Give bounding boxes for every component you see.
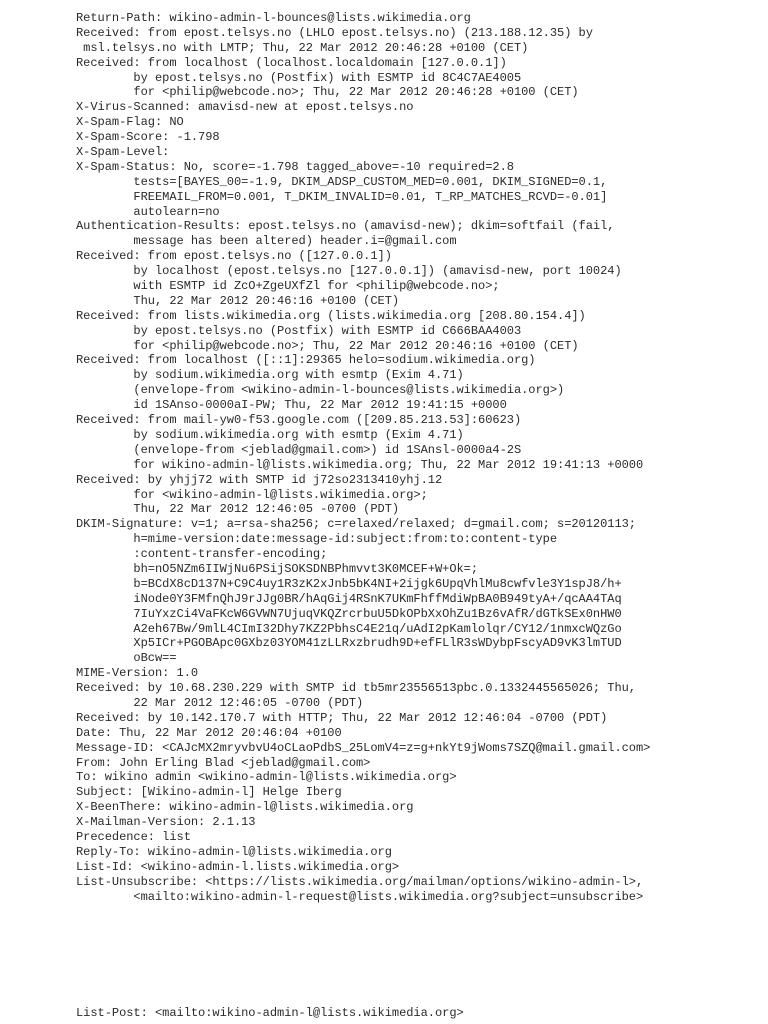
header-line: for wikino-admin-l@lists.wikimedia.org; Thu, 22 Mar 2012 19:41:13 +0000 [76,457,644,472]
header-line: Received: from localhost ([::1]:29365 helo=sodium.wikimedia.org) [76,353,536,368]
email-headers [76,11,766,904]
header-line: Authentication-Results: epost.telsys.no (amavisd-new); dkim=softfail (fail, [76,219,615,234]
header-line: MIME-Version: 1.0 [76,666,199,681]
header-line: for <philip@webcode.no>; Thu, 22 Mar 2012 20:46:16 +0100 (CET) [76,338,579,353]
header-line: X-BeenThere: wikino-admin-l@lists.wikimedia.org [76,800,414,815]
header-line: Precedence: list [76,829,191,844]
header-line: List-Unsubscribe: <https://lists.wikimedia.org/mailman/options/wikino-admin-l>, [76,874,644,889]
header-line: A2eh67Bw/9mlL4CImI32Dhy7KZ2PbhsC4E21q/uAdI2pKamlolqr/CY12/1nmxcWQzGo [76,621,622,636]
header-line: X-Mailman-Version: 2.1.13 [76,815,256,830]
header-line: h=mime-version:date:message-id:subject:from:to:content-type [76,532,558,547]
header-line: bh=nO5NZm6IIWjNu6PSijSOKSDNBPhmvvt3K0MCEF+W+Ok=; [76,561,479,576]
header-line: oBcw== [76,651,177,666]
header-line: (envelope-from <wikino-admin-l-bounces@lists.wikimedia.org>) [76,383,565,398]
header-line: by sodium.wikimedia.org with esmtp (Exim 4.71) [76,427,464,442]
header-line: by sodium.wikimedia.org with esmtp (Exim 4.71) [76,368,464,383]
header-line: X-Virus-Scanned: amavisd-new at epost.telsys.no [76,100,414,115]
header-line: List-Id: <wikino-admin-l.lists.wikimedia.org> [76,859,400,874]
header-line: by epost.telsys.no (Postfix) with ESMTP id C666BAA4003 [76,323,522,338]
header-line: 7IuYxzCi4VaFKcW6GVWN7UjuqVKQZrcrbuU5DkOPbXxOhZu1Bz6vAfR/dGTkSEx0nHW0 [76,606,622,621]
header-line: id 1SAnso-0000aI-PW; Thu, 22 Mar 2012 19:41:15 +0000 [76,398,507,413]
header-line: X-Spam-Score: -1.798 [76,130,220,145]
header-line: message has been altered) header.i=@gmail.com [76,234,457,249]
header-line: 22 Mar 2012 12:46:05 -0700 (PDT) [76,695,364,710]
header-line: with ESMTP id ZcO+ZgeUXfZl for <philip@webcode.no>; [76,279,500,294]
header-line: DKIM-Signature: v=1; a=rsa-sha256; c=relaxed/relaxed; d=gmail.com; s=20120113; [76,517,636,532]
header-line: To: wikino admin <wikino-admin-l@lists.wikimedia.org> [76,770,457,785]
header-line: Received: by 10.68.230.229 with SMTP id tb5mr23556513pbc.0.1332445565026; Thu, [76,681,636,696]
header-line: :content-transfer-encoding; [76,547,328,562]
header-line: Received: by yhjj72 with SMTP id j72so2313410yhj.12 [76,472,443,487]
header-line: Received: from localhost (localhost.localdomain [127.0.0.1]) [76,55,507,70]
header-line: X-Spam-Flag: NO [76,115,184,130]
header-line: Received: from mail-yw0-f53.google.com ([209.85.213.53]:60623) [76,413,522,428]
header-line: autolearn=no [76,204,220,219]
header-line: Received: by 10.142.170.7 with HTTP; Thu, 22 Mar 2012 12:46:04 -0700 (PDT) [76,710,608,725]
header-line: Reply-To: wikino-admin-l@lists.wikimedia.org [76,844,392,859]
header-line: Subject: [Wikino-admin-l] Helge Iberg [76,785,342,800]
header-line: X-Spam-Status: No, score=-1.798 tagged_above=-10 required=2.8 [76,159,514,174]
header-line: msl.telsys.no with LMTP; Thu, 22 Mar 2012 20:46:28 +0100 (CET) [76,40,529,55]
header-line: From: John Erling Blad <jeblad@gmail.com> [76,755,371,770]
header-line: (envelope-from <jeblad@gmail.com>) id 1SAnsl-0000a4-2S [76,442,522,457]
header-line: Thu, 22 Mar 2012 12:46:05 -0700 (PDT) [76,502,400,517]
header-line: Date: Thu, 22 Mar 2012 20:46:04 +0100 [76,725,342,740]
header-line: X-Spam-Level: [76,145,170,160]
header-line: Received: from epost.telsys.no (LHLO epost.telsys.no) (213.188.12.35) by [76,25,593,40]
header-line: Return-Path: wikino-admin-l-bounces@lists.wikimedia.org [76,11,471,25]
header-line: Thu, 22 Mar 2012 20:46:16 +0100 (CET) [76,293,400,308]
header-line: for <philip@webcode.no>; Thu, 22 Mar 2012 20:46:28 +0100 (CET) [76,85,579,100]
header-line: for <wikino-admin-l@lists.wikimedia.org>; [76,487,428,502]
header-line: b=BCdX8cD137N+C9C4uy1R3zK2xJnb5bK4NI+2ijgk6UpqVhlMu8cwfvle3Y1spJ8/h+ [76,576,622,591]
header-line: by epost.telsys.no (Postfix) with ESMTP id 8C4C7AE4005 [76,70,522,85]
header-line: iNode0Y3FMfnQhJ9rJJg0BR/hAqGij4RSnK7UKmFhffMdiWpBA0B949tyA+/qcAA4TAq [76,591,622,606]
header-line: <mailto:wikino-admin-l-request@lists.wikimedia.org?subject=unsubscribe> [76,889,644,904]
header-line: Received: from lists.wikimedia.org (lists.wikimedia.org [208.80.154.4]) [76,308,586,323]
header-line: tests=[BAYES_00=-1.9, DKIM_ADSP_CUSTOM_MED=0.001, DKIM_SIGNED=0.1, [76,174,608,189]
list-post-header-line: List-Post: <mailto:wikino-admin-l@lists.wikimedia.org> [76,1006,464,1020]
header-line: Received: from epost.telsys.no ([127.0.0.1]) [76,249,392,264]
header-line: by localhost (epost.telsys.no [127.0.0.1]) (amavisd-new, port 10024) [76,264,622,279]
header-line: FREEMAIL_FROM=0.001, T_DKIM_INVALID=0.01, T_RP_MATCHES_RCVD=-0.01] [76,189,608,204]
header-line: Xp5ICr+PGOBApc0GXbz03YOM41zLLRxzbrudh9D+efFLlR3sWDybpFscyAD9vK3lmTUD [76,636,622,651]
header-line: Message-ID: <CAJcMX2mryvbvU4oCLaoPdbS_25LomV4=z=g+nkYt9jWoms7SZQ@mail.gmail.com> [76,740,651,755]
